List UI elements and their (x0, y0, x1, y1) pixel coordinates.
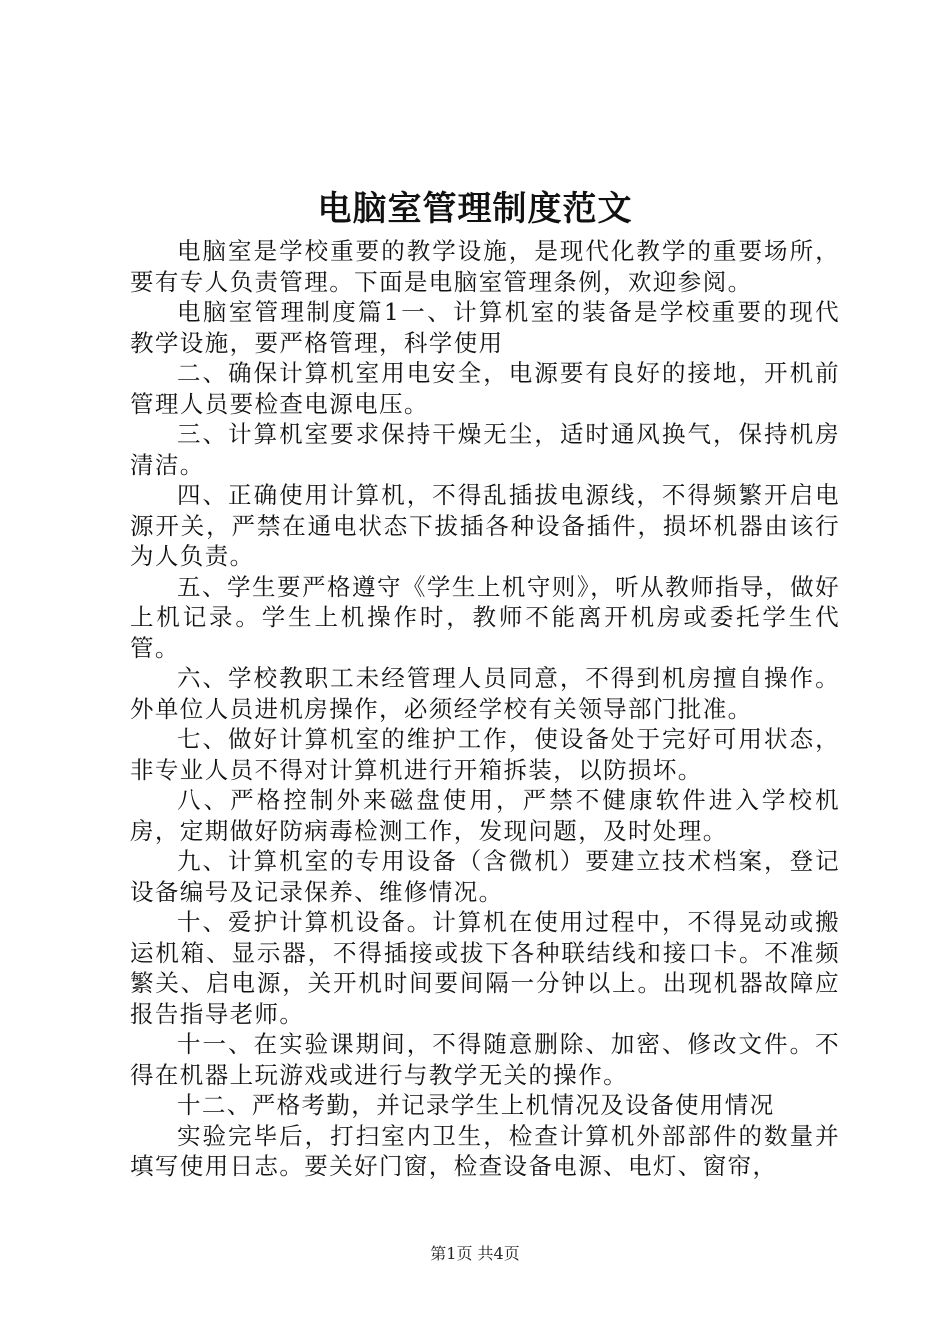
paragraph-rule-4: 四、正确使用计算机，不得乱插拔电源线，不得频繁开启电源开关，严禁在通电状态下拔插各种设备插件，损坏机器由该行为人负责。 (130, 481, 840, 570)
document-title: 电脑室管理制度范文 (317, 189, 633, 229)
paragraph-rule-2: 二、确保计算机室用电安全，电源要有良好的接地，开机前管理人员要检查电源电压。 (130, 359, 840, 418)
paragraph-rule-11: 十一、在实验课期间，不得随意删除、加密、修改文件。不得在机器上玩游戏或进行与教学无关的操作。 (130, 1030, 840, 1089)
paragraph-rule-10: 十、爱护计算机设备。计算机在使用过程中，不得晃动或搬运机箱、显示器，不得插接或拔下各种联结线和接口卡。不准频繁关、启电源，关开机时间要间隔一分钟以上。出现机器故障应报告指导老师。 (130, 908, 840, 1028)
paragraph-rule-6: 六、学校教职工未经管理人员同意，不得到机房擅自操作。外单位人员进机房操作，必须经学校有关领导部门批准。 (130, 664, 840, 723)
paragraph-rule-12: 十二、严格考勤，并记录学生上机情况及设备使用情况 (177, 1091, 775, 1119)
paragraph-rule-5: 五、学生要严格遵守《学生上机守则》，听从教师指导，做好上机记录。学生上机操作时，教师不能离开机房或委托学生代管。 (130, 572, 840, 662)
page-number-footer: 第1页 共4页 (430, 1244, 520, 1263)
paragraph-rule-1: 电脑室管理制度篇1一、计算机室的装备是学校重要的现代教学设施，要严格管理，科学使用 (130, 298, 840, 357)
paragraph-rule-3: 三、计算机室要求保持干燥无尘，适时通风换气，保持机房清洁。 (130, 420, 840, 479)
paragraph-intro: 电脑室是学校重要的教学设施，是现代化教学的重要场所，要有专人负责管理。下面是电脑室管理条例，欢迎参阅。 (130, 237, 840, 296)
paragraph-rule-8: 八、严格控制外来磁盘使用，严禁不健康软件进入学校机房，定期做好防病毒检测工作，发现问题，及时处理。 (130, 786, 840, 845)
paragraph-rule-7: 七、做好计算机室的维护工作，使设备处于完好可用状态，非专业人员不得对计算机进行开箱拆装，以防损坏。 (130, 725, 840, 784)
paragraph-rule-9: 九、计算机室的专用设备（含微机）要建立技术档案，登记设备编号及记录保养、维修情况。 (130, 847, 840, 906)
paragraph-closing: 实验完毕后，打扫室内卫生，检查计算机外部部件的数量并填写使用日志。要关好门窗，检查设备电源、电灯、窗帘， (130, 1121, 840, 1180)
document-body (130, 236, 840, 1182)
